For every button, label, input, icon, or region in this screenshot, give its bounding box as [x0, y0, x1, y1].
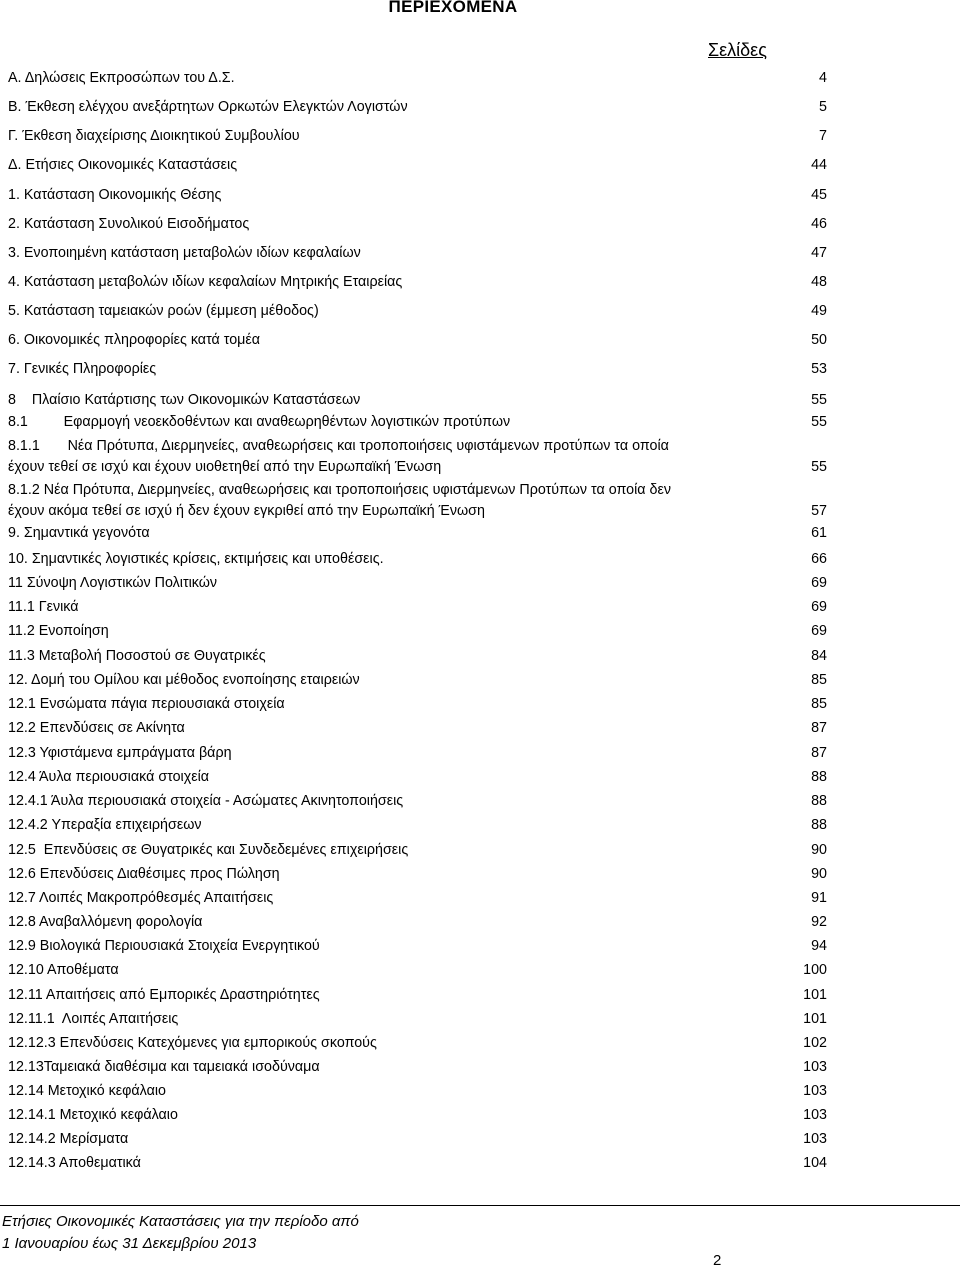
- toc-entry-label: 8.1 Εφαρμογή νεοεκδοθέντων και αναθεωρηθέντων λογιστικών προτύπων: [8, 414, 511, 430]
- toc-entry-label: 11.3 Μεταβολή Ποσοστού σε Θυγατρικές: [8, 648, 266, 664]
- page-title: ΠΕΡΙΕΧΟΜΕΝΑ: [388, 0, 518, 16]
- toc-entry-page: 100: [803, 962, 827, 978]
- toc-entry-page: 87: [811, 720, 827, 736]
- toc-entry-page: 88: [811, 793, 827, 809]
- toc-entry-label: 12.13Ταμειακά διαθέσιμα και ταμειακά ισοδύναμα: [8, 1059, 320, 1075]
- toc-entry-page: 103: [803, 1083, 827, 1099]
- toc-entry-label: 2. Κατάσταση Συνολικού Εισοδήματος: [8, 216, 250, 232]
- toc-entry-label: 12.9 Βιολογικά Περιουσιακά Στοιχεία Ενεργητικού: [8, 938, 320, 954]
- toc-entry-page: 103: [803, 1107, 827, 1123]
- footer-divider: [0, 1205, 960, 1206]
- toc-entry-label: 7. Γενικές Πληροφορίες: [8, 361, 157, 377]
- pages-column-header: Σελίδες: [708, 40, 767, 60]
- toc-entry-page: 103: [803, 1059, 827, 1075]
- toc-entry-label: 11.1 Γενικά: [8, 599, 79, 615]
- toc-entry-label: 10. Σημαντικές λογιστικές κρίσεις, εκτιμήσεις και υποθέσεις.: [8, 551, 384, 567]
- toc-entry-page: 88: [811, 769, 827, 785]
- toc-entry-label: 12.14.2 Μερίσματα: [8, 1131, 129, 1147]
- toc-entry-page: 47: [811, 245, 827, 261]
- toc-entry-label: 8.1.1 Νέα Πρότυπα, Διερμηνείες, αναθεωρήσεις και τροποποιήσεις υφιστάμενων προτύπων τα οποία: [8, 438, 669, 454]
- toc-entry-page: 45: [811, 187, 827, 203]
- toc-entry-label: 12.14.3 Αποθεματικά: [8, 1155, 141, 1171]
- toc-entry-label: Δ. Ετήσιες Οικονομικές Καταστάσεις: [8, 157, 238, 173]
- toc-entry-label: 11 Σύνοψη Λογιστικών Πολιτικών: [8, 575, 218, 591]
- toc-entry-page: 7: [819, 128, 827, 144]
- toc-entry-label: 3. Ενοποιημένη κατάσταση μεταβολών ιδίων κεφαλαίων: [8, 245, 361, 261]
- toc-entry-page: 90: [811, 842, 827, 858]
- toc-entry-label: 12.11 Απαιτήσεις από Εμπορικές Δραστηριότητες: [8, 987, 320, 1003]
- toc-entry-label: 8.1.2 Νέα Πρότυπα, Διερμηνείες, αναθεωρήσεις και τροποποιήσεις υφιστάμενων Προτύπων τα οποία δεν: [8, 482, 671, 498]
- toc-entry-label: 12.4.1 Άυλα περιουσιακά στοιχεία - Ασώματες Ακινητοποιήσεις: [8, 793, 404, 809]
- toc-entry-label: 12.4.2 Υπεραξία επιχειρήσεων: [8, 817, 202, 833]
- toc-entry-label: 11.2 Ενοποίηση: [8, 623, 109, 639]
- toc-entry-label: 12.7 Λοιπές Μακροπρόθεσμές Απαιτήσεις: [8, 890, 274, 906]
- toc-entry-page: 69: [811, 575, 827, 591]
- toc-entry-label: 12.10 Αποθέματα: [8, 962, 119, 978]
- toc-entry-page: 46: [811, 216, 827, 232]
- toc-entry-label: 12.3 Υφιστάμενα εμπράγματα βάρη: [8, 745, 232, 761]
- toc-entry-label: 12.12.3 Επενδύσεις Κατεχόμενες για εμπορικούς σκοπούς: [8, 1035, 377, 1051]
- toc-entry-page: 94: [811, 938, 827, 954]
- toc-entry-page: 5: [819, 99, 827, 115]
- footer-period-line2: 1 Ιανουαρίου έως 31 Δεκεμβρίου 2013: [2, 1235, 257, 1252]
- toc-entry-page: 53: [811, 361, 827, 377]
- toc-entry-page: 104: [803, 1155, 827, 1171]
- toc-entry-page: 66: [811, 551, 827, 567]
- toc-entry-label: 12.2 Επενδύσεις σε Ακίνητα: [8, 720, 185, 736]
- toc-entry-page: 101: [803, 987, 827, 1003]
- toc-entry-label: Α. Δηλώσεις Εκπροσώπων του Δ.Σ.: [8, 70, 235, 86]
- toc-entry-page: 55: [811, 414, 827, 430]
- toc-entry-label: 12.1 Ενσώματα πάγια περιουσιακά στοιχεία: [8, 696, 285, 712]
- toc-entry-label: 12.4 Άυλα περιουσιακά στοιχεία: [8, 769, 210, 785]
- toc-entry-page: 88: [811, 817, 827, 833]
- toc-entry-page: 55: [811, 392, 827, 408]
- toc-entry-label: 12.8 Αναβαλλόμενη φορολογία: [8, 914, 203, 930]
- toc-entry-page: 61: [811, 525, 827, 541]
- toc-entry-label: 12.14 Μετοχικό κεφάλαιο: [8, 1083, 167, 1099]
- footer-period-line1: Ετήσιες Οικονομικές Καταστάσεις για την περίοδο από: [2, 1213, 359, 1230]
- toc-entry-label: 12.11.1 Λοιπές Απαιτήσεις: [8, 1011, 179, 1027]
- toc-entry-page: 57: [811, 503, 827, 519]
- toc-entry-page: 55: [811, 459, 827, 475]
- toc-entry-page: 44: [811, 157, 827, 173]
- toc-entry-label: Γ. Έκθεση διαχείρισης Διοικητικού Συμβουλίου: [8, 128, 300, 144]
- toc-entry-label: 6. Οικονομικές πληροφορίες κατά τομέα: [8, 332, 261, 348]
- toc-entry-label: 9. Σημαντικά γεγονότα: [8, 525, 150, 541]
- toc-entry-page: 87: [811, 745, 827, 761]
- page-number: 2: [713, 1252, 722, 1269]
- toc-entry-page: 48: [811, 274, 827, 290]
- toc-entry-page: 4: [819, 70, 827, 86]
- toc-entry-page: 91: [811, 890, 827, 906]
- toc-entry-label: 8 Πλαίσιο Κατάρτισης των Οικονομικών Καταστάσεων: [8, 392, 361, 408]
- toc-entry-page: 90: [811, 866, 827, 882]
- toc-entry-label: 12. Δομή του Ομίλου και μέθοδος ενοποίησης εταιρειών: [8, 672, 360, 688]
- toc-entry-page: 103: [803, 1131, 827, 1147]
- toc-entry-label: 5. Κατάσταση ταμειακών ροών (έμμεση μέθοδος): [8, 303, 319, 319]
- toc-entry-page: 92: [811, 914, 827, 930]
- toc-entry-page: 69: [811, 599, 827, 615]
- toc-entry-label: Β. Έκθεση ελέγχου ανεξάρτητων Ορκωτών Ελεγκτών Λογιστών: [8, 99, 408, 115]
- toc-entry-label: 4. Κατάσταση μεταβολών ιδίων κεφαλαίων Μητρικής Εταιρείας: [8, 274, 403, 290]
- toc-entry-label-continued: έχουν τεθεί σε ισχύ και έχουν υιοθετηθεί από την Ευρωπαϊκή Ένωση: [8, 459, 442, 475]
- toc-entry-page: 49: [811, 303, 827, 319]
- toc-entry-page: 102: [803, 1035, 827, 1051]
- toc-entry-page: 85: [811, 696, 827, 712]
- toc-entry-label: 12.14.1 Μετοχικό κεφάλαιο: [8, 1107, 178, 1123]
- toc-entry-label: 12.5 Επενδύσεις σε Θυγατρικές και Συνδεδεμένες επιχειρήσεις: [8, 842, 409, 858]
- toc-entry-page: 101: [803, 1011, 827, 1027]
- toc-entry-page: 50: [811, 332, 827, 348]
- toc-entry-label: 12.6 Επενδύσεις Διαθέσιμες προς Πώληση: [8, 866, 280, 882]
- toc-entry-page: 85: [811, 672, 827, 688]
- toc-entry-page: 69: [811, 623, 827, 639]
- toc-entry-label: 1. Κατάσταση Οικονομικής Θέσης: [8, 187, 222, 203]
- toc-entry-page: 84: [811, 648, 827, 664]
- toc-entry-label-continued: έχουν ακόμα τεθεί σε ισχύ ή δεν έχουν εγκριθεί από την Ευρωπαϊκή Ένωση: [8, 503, 485, 519]
